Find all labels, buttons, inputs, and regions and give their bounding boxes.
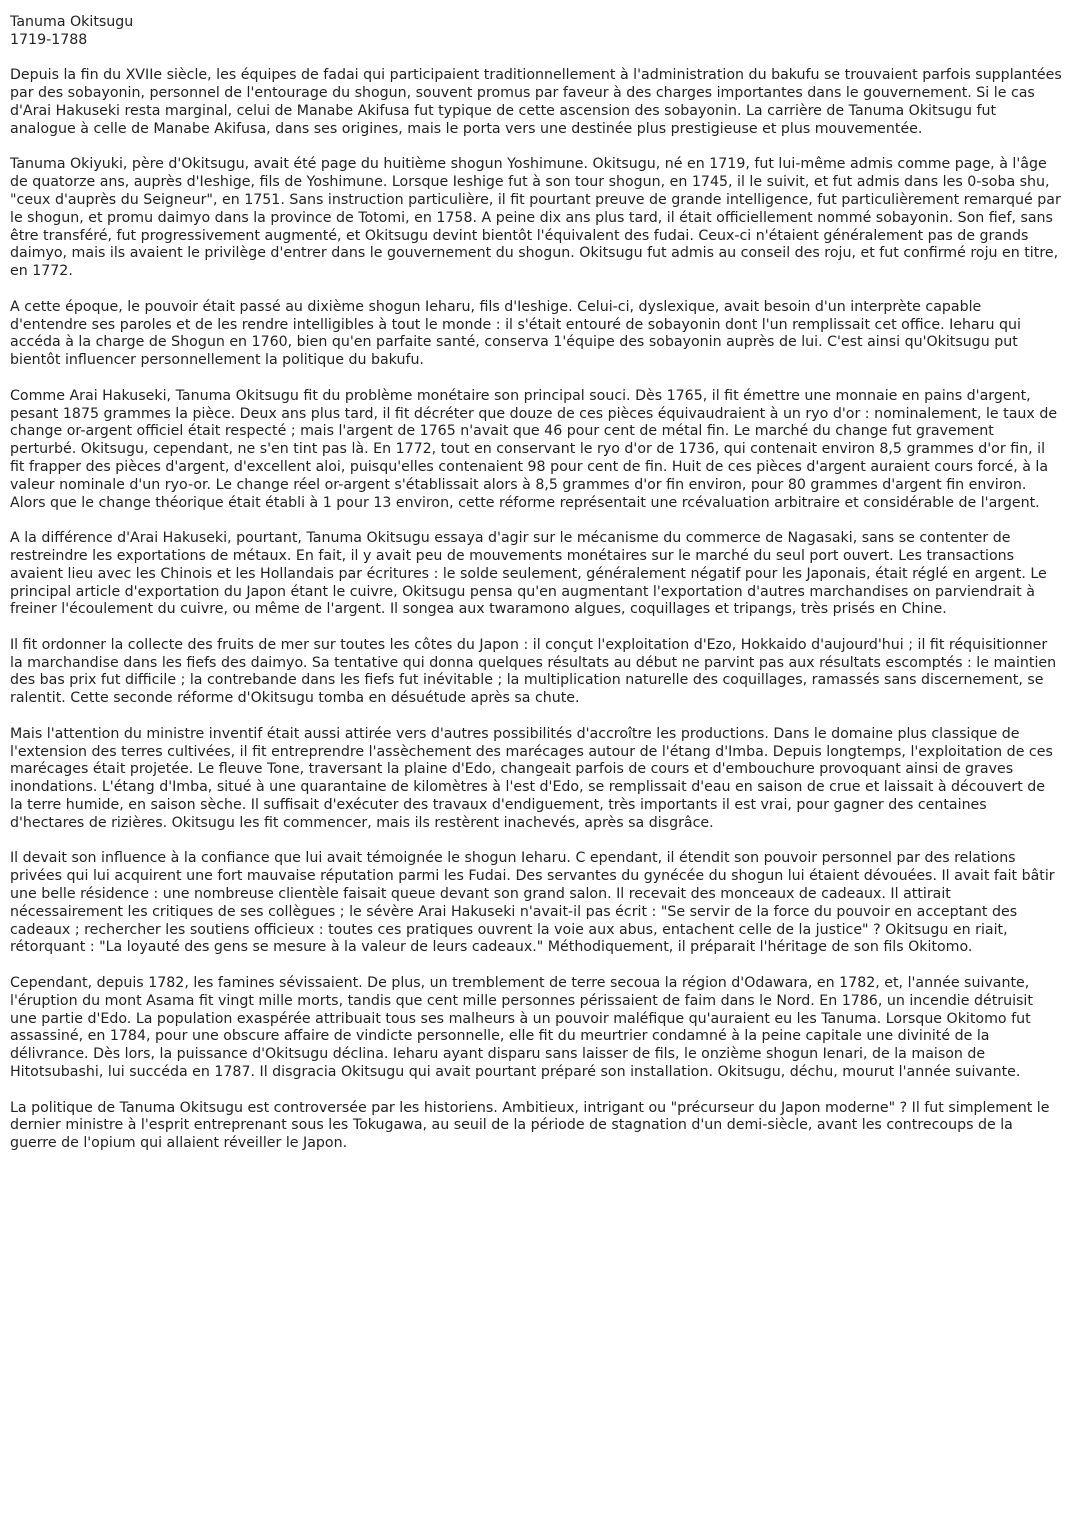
document-page (10, 14, 1062, 1153)
document-dates: 1719-1788 (10, 31, 88, 48)
paragraph-6: Il fit ordonner la collecte des fruits de mer sur toutes les côtes du Japon : il conçut l'exploitation d'Ezo, Hokkaido d'aujourd'hui ; il fit réquisitionner la marchandise dans les fiefs des daimyo. Sa tentative qui donna quelques résultats au début ne parvint pas aux résultats escomptés : le maintien des bas prix fut difficile ; la contrebande dans les fiefs fut inévitable ; la multiplication naturelle des coquillages, ramassés sans discernement, se ralentit. Cette seconde réforme d'Okitsugu tomba en désuétude après sa chute. (10, 636, 1057, 707)
paragraph-3: A cette époque, le pouvoir était passé au dixième shogun Ieharu, fils d'Ieshige. Celui-ci, dyslexique, avait besoin d'un interprète capable d'entendre ses paroles et de les rendre intelligibles à tout le monde : il s'était entouré de sobayonin dont l'un remplissait cet office. Ieharu qui accéda à la charge de Shogun en 1760, bien qu'en parfaite santé, conserva 1'équipe des sobayonin auprès de lui. C'est ainsi qu'Okitsugu put bientôt influencer personnellement la politique du bakufu. (10, 298, 1021, 369)
paragraph-2: Tanuma Okiyuki, père d'Okitsugu, avait été page du huitième shogun Yoshimune. Okitsugu, né en 1719, fut lui-même admis comme page, à l'âge de quatorze ans, auprès d'Ieshige, fils de Yoshimune. Lorsque Ieshige fut à son tour shogun, en 1745, il le suivit, et fut admis dans les 0-soba shu, "ceux d'auprès du Seigneur", en 1751. Sans instruction particulière, il fit pourtant preuve de grande intelligence, fut particulièrement remarqué par le shogun, et promu daimyo dans la province de Totomi, en 1758. A peine dix ans plus tard, il était officiellement nommé sobayonin. Son fief, sans être transféré, fut progressivement augmenté, et Okitsugu devint bientôt l'équivalent des fudai. Ceux-ci n'étaient généralement pas de grands daimyo, mais ils avaient le privilège d'entrer dans le gouvernement du shogun. Okitsugu fut admis au conseil des roju, et fut confirmé roju en titre, en 1772. (10, 156, 1061, 280)
document-title: Tanuma Okitsugu (10, 14, 134, 30)
paragraph-9: Cependant, depuis 1782, les famines sévissaient. De plus, un tremblement de terre secoua la région d'Odawara, en 1782, et, l'année suivante, l'éruption du mont Asama fit vingt mille morts, tandis que cent mille personnes périssaient de faim dans le Nord. En 1786, un incendie détruisit une partie d'Edo. La population exaspérée attribuait tous ses malheurs à un pouvoir maléfique qu'auraient eu les Tanuma. Lorsque Okitomo fut assassiné, en 1784, pour une obscure affaire de vindicte personnelle, elle fit du meurtrier condamné à la peine capitale une divinité de la délivrance. Dès lors, la puissance d'Okitsugu déclina. Ieharu ayant disparu sans laisser de fils, le onzième shogun Ienari, de la maison de Hitotsubashi, lui succéda en 1787. Il disgracia Okitsugu qui avait pourtant préparé son installation. Okitsugu, déchu, mourut l'année suivante. (10, 975, 1033, 1081)
paragraph-1: Depuis la fin du XVIIe siècle, les équipes de fadai qui participaient traditionnellement à l'administration du bakufu se trouvaient parfois supplantées par des sobayonin, personnel de l'entourage du shogun, souvent promus par faveur à des charges importantes dans le gouvernement. Si le cas d'Arai Hakuseki resta marginal, celui de Manabe Akifusa fut typique de cette ascension des sobayonin. La carrière de Tanuma Okitsugu fut analogue à celle de Manabe Akifusa, dans ses origines, mais le porta vers une destinée plus prestigieuse et plus mouvementée. (10, 67, 1062, 137)
paragraph-8: Il devait son influence à la confiance que lui avait témoignée le shogun Ieharu. C ependant, il étendit son pouvoir personnel par des relations privées qui lui acquirent une fort mauvaise réputation parmi les Fudai. Des servantes du gynécée du shogun lui étaient dévouées. Il avait fait bâtir une belle résidence : une nombreuse clientèle faisait queue devant son grand salon. Il recevait des monceaux de cadeaux. Il attirait nécessairement les critiques de ses collègues ; le sévère Arai Hakuseki n'avait-il pas écrit : "Se servir de la force du pouvoir en acceptant des cadeaux ; rechercher les soutiens officieux : toutes ces pratiques ouvrent la voie aux abus, entachent celle de la justice" ? Okitsugu en riait, rétorquant : "La loyauté des gens se mesure à la valeur de leurs cadeaux." Méthodiquement, il préparait l'héritage de son fils Okitomo. (10, 850, 1055, 956)
paragraph-10: La politique de Tanuma Okitsugu est controversée par les historiens. Ambitieux, intrigant ou "précurseur du Japon moderne" ? Il fut simplement le dernier ministre à l'esprit entreprenant sous les Tokugawa, au seuil de la période de stagnation d'un demi-siècle, avant les contrecoups de la guerre de l'opium qui allaient réveiller le Japon. (10, 1099, 1050, 1152)
paragraph-5: A la différence d'Arai Hakuseki, pourtant, Tanuma Okitsugu essaya d'agir sur le mécanisme du commerce de Nagasaki, sans se contenter de restreindre les exportations de métaux. En fait, il y avait peu de mouvements monétaires sur le marché du seul port ouvert. Les transactions avaient lieu avec les Chinois et les Hollandais par écritures : le solde seulement, généralement négatif pour les Japonais, était réglé en argent. Le principal article d'exportation du Japon étant le cuivre, Okitsugu pensa qu'en augmentant l'exportation d'autres marchandises on parviendrait à freiner l'écoulement du cuivre, ou même de l'argent. Il songea aux twaramono algues, coquillages et tripangs, très prisés en Chine. (10, 530, 1047, 618)
paragraph-4: Comme Arai Hakuseki, Tanuma Okitsugu fit du problème monétaire son principal souci. Dès 1765, il fit émettre une monnaie en pains d'argent, pesant 1875 grammes la pièce. Deux ans plus tard, il fit décréter que douze de ces pièces équivaudraient à un ryo d'or : nominalement, le taux de change or-argent officiel était respecté ; mais l'argent de 1765 n'avait que 46 pour cent de métal fin. Le marché du change fut gravement perturbé. Okitsugu, cependant, ne s'en tint pas là. En 1772, tout en conservant le ryo d'or de 1736, qui contenait environ 8,5 grammes d'or fin, il fit frapper des pièces d'argent, d'excellent aloi, puisqu'elles contenaient 98 pour cent de fin. Huit de ces pièces d'argent auraient cours forcé, à la valeur nominale d'un ryo-or. Le change réel or-argent s'établissait alors à 8,5 grammes d'or fin environ, pour 80 grammes d'argent fin environ. Alors que le change théorique était établi à 1 pour 13 environ, cette réforme représentait une rcévaluation arbitraire et considérable de l'argent. (10, 387, 1058, 511)
paragraph-7: Mais l'attention du ministre inventif était aussi attirée vers d'autres possibilités d'accroître les productions. Dans le domaine plus classique de l'extension des terres cultivées, il fit entreprendre l'assèchement des marécages autour de l'étang d'Imba. Depuis longtemps, l'exploitation de ces marécages était projetée. Le fleuve Tone, traversant la plaine d'Edo, changeait parfois de cours et d'embouchure provoquant ainsi de graves inondations. L'étang d'Imba, situé à une quarantaine de kilomètres à l'est d'Edo, se remplissait d'eau en saison de crue et laissait à découvert de la terre humide, en saison sèche. Il suffisait d'exécuter des travaux d'endiguement, très importants il est vrai, pour gagner des centaines d'hectares de rizières. Okitsugu les fit commencer, mais ils restèrent inachevés, après sa disgrâce. (10, 725, 1053, 831)
